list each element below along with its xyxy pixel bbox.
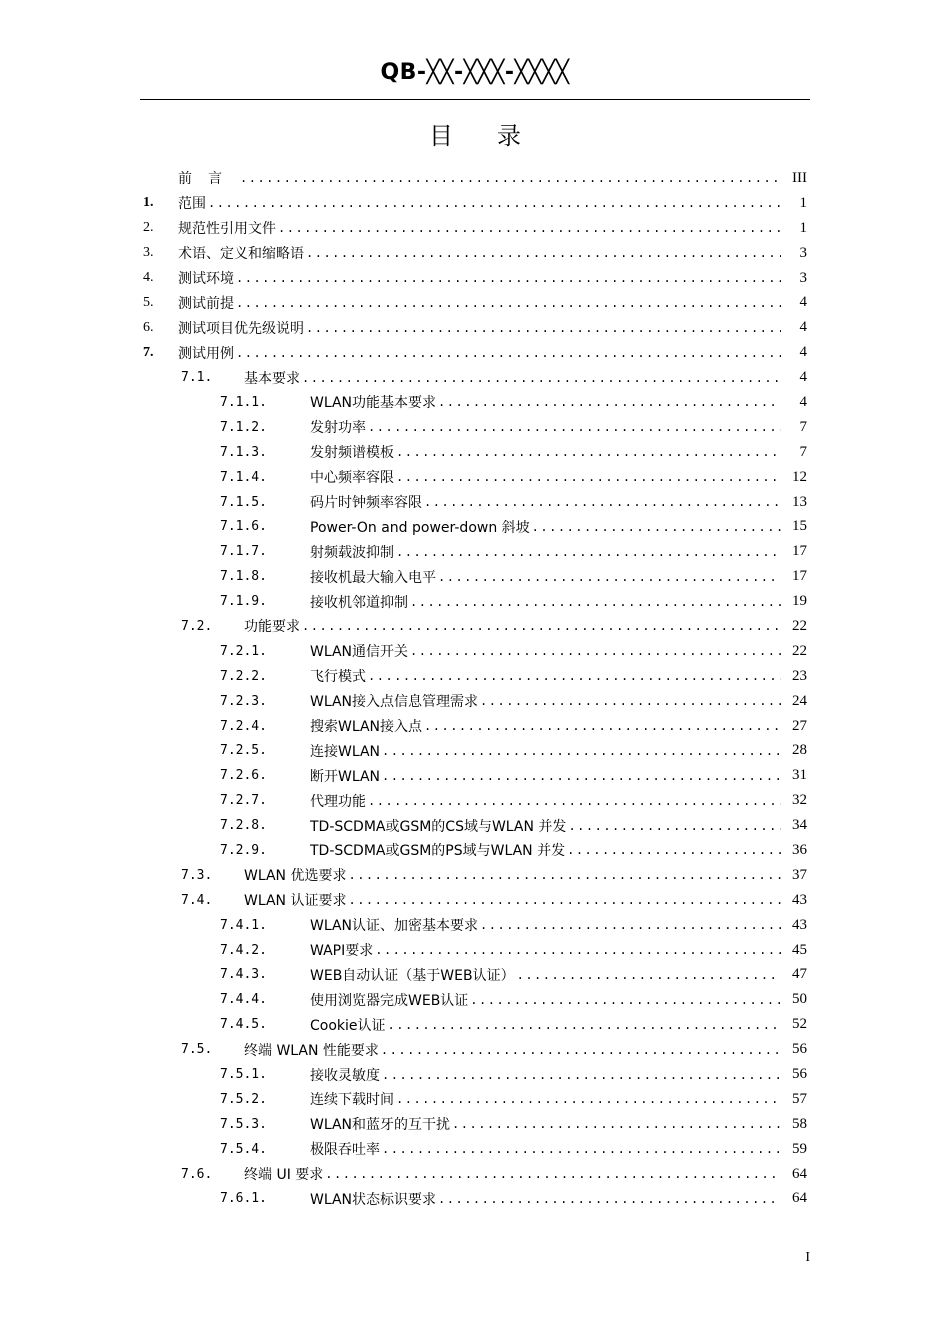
toc-entry[interactable] xyxy=(143,241,807,266)
toc-entry-page: 32 xyxy=(792,792,807,809)
toc-entry[interactable] xyxy=(143,987,807,1012)
toc-entry-number: 7.2.6. xyxy=(220,768,267,784)
toc-entry-page: 45 xyxy=(792,941,807,958)
toc-entry-title: 测试环境 xyxy=(178,271,234,287)
toc-entry-page: 57 xyxy=(792,1090,807,1107)
toc-entry-page: 4 xyxy=(799,344,807,361)
toc-entry[interactable] xyxy=(143,888,807,913)
toc-dot-leader xyxy=(388,1018,781,1032)
toc-entry[interactable] xyxy=(143,1037,807,1062)
toc-entry-number: 7.1. xyxy=(181,370,213,386)
toc-entry-number: 7.1.3. xyxy=(220,444,267,460)
toc-dot-leader xyxy=(568,819,781,833)
toc-entry-title: 终端 UI 要求 xyxy=(244,1167,324,1184)
toc-entry-number: 6. xyxy=(143,319,154,335)
toc-entry-title: 测试前提 xyxy=(178,295,234,312)
toc-entry[interactable] xyxy=(143,1087,807,1112)
toc-entry[interactable] xyxy=(143,738,807,763)
toc-entry[interactable] xyxy=(143,514,807,539)
toc-dot-leader xyxy=(240,171,781,185)
toc-dot-leader xyxy=(396,470,781,484)
toc-entry[interactable] xyxy=(143,539,807,564)
toc-entry-number: 7.5. xyxy=(181,1042,213,1058)
toc-entry-title: 前言 xyxy=(178,171,238,188)
toc-entry-title: 极限吞吐率 xyxy=(310,1142,380,1159)
toc-entry-number: 7.1.6. xyxy=(220,519,267,535)
toc-entry[interactable] xyxy=(143,440,807,465)
toc-entry[interactable] xyxy=(143,788,807,813)
toc-entry[interactable] xyxy=(143,315,807,340)
toc-entry-page: 34 xyxy=(792,817,807,834)
toc-entry-page: 59 xyxy=(792,1140,807,1157)
toc-entry-page: 7 xyxy=(799,418,807,435)
toc-entry[interactable] xyxy=(143,813,807,838)
toc-entry-page: 3 xyxy=(799,244,807,261)
toc-entry-page: 56 xyxy=(792,1066,807,1082)
toc-entry-number: 2. xyxy=(143,220,154,236)
toc-dot-leader xyxy=(452,1117,781,1131)
toc-dot-leader xyxy=(517,968,781,982)
toc-dot-leader xyxy=(302,371,781,385)
toc-entry-number: 7. xyxy=(143,344,154,360)
toc-entry[interactable] xyxy=(143,689,807,714)
toc-entry-page: 43 xyxy=(792,916,807,933)
toc-entry-title: WEB自动认证（基于WEB认证） xyxy=(310,967,515,984)
toc-entry-title: WLAN状态标识要求 xyxy=(310,1191,437,1208)
toc-entry-page: 47 xyxy=(792,966,807,983)
toc-dot-leader xyxy=(382,744,781,758)
toc-entry-page: 64 xyxy=(792,1165,807,1182)
header-rule xyxy=(140,99,810,100)
toc-entry-page: 4 xyxy=(799,369,807,386)
toc-entry-title: WLAN 优选要求 xyxy=(244,868,347,885)
toc-entry[interactable] xyxy=(143,863,807,888)
toc-entry-page: 36 xyxy=(792,841,807,858)
toc-dot-leader xyxy=(306,321,781,335)
toc-entry[interactable] xyxy=(143,1012,807,1037)
toc-entry-page: 7 xyxy=(799,443,807,460)
toc-entry[interactable] xyxy=(143,1112,807,1137)
toc-entry-page: 22 xyxy=(792,617,807,634)
toc-dot-leader xyxy=(410,595,781,609)
toc-entry-title: 码片时钟频率容限 xyxy=(310,495,422,512)
toc-title: 目录 xyxy=(429,122,565,150)
toc-entry-title: 代理功能 xyxy=(310,793,366,810)
toc-dot-leader xyxy=(278,221,781,235)
toc-entry-title: WLAN功能基本要求 xyxy=(310,395,437,412)
toc-dot-leader xyxy=(348,893,781,907)
toc-entry-page: 27 xyxy=(792,717,807,734)
toc-entry-number: 7.6.1. xyxy=(220,1191,267,1207)
toc-entry-number: 7.2.1. xyxy=(220,643,267,659)
toc-entry[interactable] xyxy=(143,838,807,863)
toc-entry-page: 13 xyxy=(792,493,807,510)
toc-entry[interactable] xyxy=(143,1162,807,1187)
toc-entry-number: 1. xyxy=(143,195,154,211)
toc-entry-title: 术语、定义和缩略语 xyxy=(178,246,304,263)
toc-entry-page: 43 xyxy=(792,891,807,908)
toc-entry-number: 7.1.1. xyxy=(220,394,267,410)
toc-entry-title: 测试用例 xyxy=(178,345,234,362)
toc-entry-page: 17 xyxy=(792,568,807,585)
toc-entry-page: 56 xyxy=(792,1041,807,1058)
toc-entry-title: 接收灵敏度 xyxy=(310,1067,380,1084)
toc-entry-page: 19 xyxy=(792,593,807,610)
toc-entry[interactable] xyxy=(143,365,807,390)
toc-entry-title: 射频载波抑制 xyxy=(310,544,394,561)
toc-entry-title: WLAN和蓝牙的互干扰 xyxy=(310,1117,451,1134)
toc-entry-number: 7.5.3. xyxy=(220,1116,267,1132)
toc-entry-number: 7.2.4. xyxy=(220,718,267,734)
toc-entry-number: 7.2.3. xyxy=(220,693,267,709)
toc-entry-number: 7.6. xyxy=(181,1166,213,1182)
toc-entry-title: Cookie认证 xyxy=(310,1017,386,1034)
toc-entry-number: 3. xyxy=(143,245,154,261)
toc-entry-page: III xyxy=(792,169,807,186)
toc-entry[interactable] xyxy=(143,1062,807,1087)
toc-entry-page: 28 xyxy=(792,742,807,759)
toc-entry[interactable] xyxy=(143,763,807,788)
toc-dot-leader xyxy=(410,644,781,658)
toc-dot-leader xyxy=(236,296,781,310)
toc-entry-title: 功能要求 xyxy=(244,619,300,636)
toc-entry-title: 连续下载时间 xyxy=(310,1092,394,1109)
toc-entry-number: 7.2. xyxy=(181,618,213,634)
toc-entry-page: 24 xyxy=(792,692,807,709)
toc-entry-title: 接收机最大输入电平 xyxy=(310,569,436,586)
toc-entry-title: 搜索WLAN接入点 xyxy=(310,719,423,736)
toc-entry-page: 1 xyxy=(799,194,807,211)
toc-entry-number: 7.2.8. xyxy=(220,818,267,834)
toc-entry-page: 4 xyxy=(799,319,807,336)
toc-dot-leader xyxy=(375,943,781,957)
toc-entry-title: 范围 xyxy=(178,196,206,213)
toc-dot-leader xyxy=(381,1043,781,1057)
toc-entry-title: 使用浏览器完成WEB认证 xyxy=(310,992,469,1009)
toc-entry-number: 5. xyxy=(143,294,154,310)
toc-dot-leader xyxy=(302,619,781,633)
toc-dot-leader xyxy=(396,1092,781,1106)
toc-entry[interactable] xyxy=(143,938,807,963)
toc-entry-number: 7.4.4. xyxy=(220,992,267,1008)
toc-dot-leader xyxy=(532,520,781,534)
toc-entry-title: 中心频率容限 xyxy=(310,470,394,487)
toc-dot-leader xyxy=(438,570,781,584)
toc-entry-title: 接收机邻道抑制 xyxy=(310,594,408,611)
toc-dot-leader xyxy=(382,769,781,783)
toc-dot-leader xyxy=(368,669,781,683)
toc-entry-number: 7.5.4. xyxy=(220,1141,267,1157)
toc-entry-number: 7.4.1. xyxy=(220,917,267,933)
toc-entry-number: 4. xyxy=(143,270,154,285)
toc-entry-page: 15 xyxy=(792,518,807,535)
toc-entry-title: TD-SCDMA或GSM的PS域与WLAN 并发 xyxy=(310,843,566,860)
toc-dot-leader xyxy=(438,1192,781,1206)
toc-dot-leader xyxy=(396,445,781,459)
toc-entry[interactable] xyxy=(143,664,807,689)
toc-entry-page: 17 xyxy=(792,543,807,560)
toc-entry-number: 7.2.2. xyxy=(220,668,267,684)
toc-entry-title: WLAN接入点信息管理需求 xyxy=(310,694,479,711)
toc-entry-title: 终端 WLAN 性能要求 xyxy=(244,1042,379,1059)
toc-entry-number: 7.1.2. xyxy=(220,419,267,435)
toc-dot-leader xyxy=(382,1068,781,1082)
toc-entry-number: 7.4.5. xyxy=(220,1017,267,1033)
toc-entry-number: 7.4. xyxy=(181,892,213,908)
toc-entry-page: 37 xyxy=(792,866,807,883)
toc-entry-page: 4 xyxy=(799,294,807,311)
toc-entry-title: 断开WLAN xyxy=(310,768,381,785)
toc-dot-leader xyxy=(368,794,781,808)
toc-entry[interactable] xyxy=(143,963,807,988)
toc-entry-number: 7.2.9. xyxy=(220,842,267,858)
toc-entry[interactable] xyxy=(143,290,807,315)
toc-entry[interactable] xyxy=(143,191,807,216)
toc-dot-leader xyxy=(470,993,781,1007)
toc-entry-title: WAPI要求 xyxy=(310,943,374,960)
table-of-contents xyxy=(143,166,807,1211)
toc-dot-leader xyxy=(480,918,781,932)
toc-entry-number: 7.1.9. xyxy=(220,594,267,610)
toc-dot-leader xyxy=(438,395,781,409)
toc-entry[interactable] xyxy=(143,614,807,639)
toc-entry-title: WLAN 认证要求 xyxy=(244,893,347,910)
toc-entry[interactable] xyxy=(143,714,807,739)
toc-entry-title: 基本要求 xyxy=(244,370,300,387)
toc-entry[interactable] xyxy=(143,639,807,664)
toc-entry-number: 7.1.8. xyxy=(220,569,267,585)
toc-dot-leader xyxy=(325,1167,781,1181)
toc-entry-number: 7.2.5. xyxy=(220,743,267,759)
toc-entry-number: 7.3. xyxy=(181,867,213,883)
toc-dot-leader xyxy=(567,843,781,857)
toc-entry-title: 发射频谱模板 xyxy=(310,445,394,462)
toc-entry-page: 4 xyxy=(799,393,807,410)
document-code-header: QB-╳╳-╳╳╳-╳╳╳╳ xyxy=(380,60,570,85)
toc-entry[interactable] xyxy=(143,415,807,440)
toc-dot-leader xyxy=(382,1142,781,1156)
toc-entry-title: 规范性引用文件 xyxy=(178,221,276,238)
toc-entry[interactable] xyxy=(143,913,807,938)
toc-entry-number: 7.1.7. xyxy=(220,544,267,560)
toc-entry[interactable] xyxy=(143,340,807,365)
toc-entry-page: 22 xyxy=(792,642,807,659)
toc-entry[interactable] xyxy=(143,589,807,614)
toc-dot-leader xyxy=(306,246,781,260)
toc-entry-title: 测试项目优先级说明 xyxy=(178,320,304,337)
toc-dot-leader xyxy=(236,271,781,285)
toc-dot-leader xyxy=(368,420,781,434)
toc-entry-page: 1 xyxy=(799,219,807,236)
toc-entry-number: 7.1.4. xyxy=(220,469,267,485)
toc-entry-page: 52 xyxy=(792,1016,807,1033)
toc-entry[interactable] xyxy=(143,465,807,490)
toc-dot-leader xyxy=(424,719,781,733)
toc-entry[interactable] xyxy=(143,166,807,191)
toc-entry-page: 23 xyxy=(792,667,807,684)
toc-dot-leader xyxy=(348,868,781,882)
toc-dot-leader xyxy=(424,495,781,509)
toc-entry-page: 31 xyxy=(792,767,807,784)
toc-entry[interactable] xyxy=(143,266,807,291)
toc-entry-number: 7.1.5. xyxy=(220,494,267,510)
toc-entry-number: 7.2.7. xyxy=(220,793,267,809)
toc-entry-page: 64 xyxy=(792,1190,807,1207)
toc-entry-page: 58 xyxy=(792,1115,807,1132)
toc-entry-number: 7.4.2. xyxy=(220,942,267,958)
toc-entry-title: Power-On and power-down 斜坡 xyxy=(310,519,530,536)
toc-entry[interactable] xyxy=(143,1137,807,1162)
toc-entry-page: 12 xyxy=(792,468,807,485)
toc-entry[interactable] xyxy=(143,390,807,415)
toc-dot-leader xyxy=(396,545,781,559)
toc-dot-leader xyxy=(236,346,781,360)
footer-page-number: I xyxy=(805,1250,810,1265)
toc-entry-title: 发射功率 xyxy=(310,420,366,437)
toc-entry[interactable] xyxy=(143,564,807,589)
toc-dot-leader xyxy=(480,694,781,708)
toc-entry-number: 7.5.1. xyxy=(220,1067,267,1082)
toc-entry-title: WLAN认证、加密基本要求 xyxy=(310,918,479,935)
toc-entry-page: 3 xyxy=(799,269,807,286)
toc-entry-page: 50 xyxy=(792,991,807,1008)
toc-dot-leader xyxy=(208,196,781,210)
toc-entry-number: 7.4.3. xyxy=(220,967,267,983)
toc-entry-title: 连接WLAN xyxy=(310,743,381,760)
toc-entry[interactable] xyxy=(143,216,807,241)
toc-entry[interactable] xyxy=(143,1187,807,1212)
toc-entry-number: 7.5.2. xyxy=(220,1091,267,1107)
toc-entry-title: WLAN通信开关 xyxy=(310,644,409,661)
toc-entry-title: TD-SCDMA或GSM的CS域与WLAN 并发 xyxy=(310,818,567,835)
toc-entry-title: 飞行模式 xyxy=(310,669,366,686)
toc-entry[interactable] xyxy=(143,490,807,515)
